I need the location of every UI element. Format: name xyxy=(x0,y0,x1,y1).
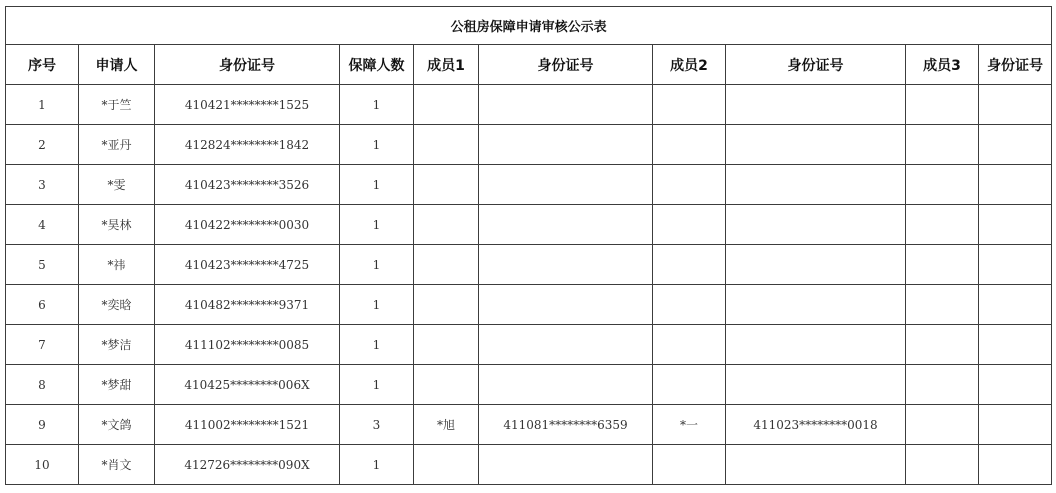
header-cell: 身份证号 xyxy=(479,45,653,85)
table-cell xyxy=(726,325,906,365)
table-cell xyxy=(479,245,653,285)
table-cell: 1 xyxy=(340,85,414,125)
table-cell: 3 xyxy=(6,165,79,205)
table-row xyxy=(6,285,1052,325)
table-cell: 8 xyxy=(6,365,79,405)
table-cell: 1 xyxy=(340,245,414,285)
table-cell xyxy=(979,285,1052,325)
table-cell: *雯 xyxy=(79,165,155,205)
table-cell xyxy=(906,165,979,205)
table-cell: 2 xyxy=(6,125,79,165)
table-cell: 1 xyxy=(340,165,414,205)
table-row xyxy=(6,85,1052,125)
table-cell: 6 xyxy=(6,285,79,325)
table-cell: *亚丹 xyxy=(79,125,155,165)
table-row xyxy=(6,405,1052,445)
table-cell xyxy=(414,365,479,405)
table-row xyxy=(6,125,1052,165)
table-cell: 1 xyxy=(340,285,414,325)
title-row xyxy=(6,7,1052,45)
table-cell: *梦甜 xyxy=(79,365,155,405)
table-row xyxy=(6,245,1052,285)
header-cell: 保障人数 xyxy=(340,45,414,85)
table-cell xyxy=(979,445,1052,485)
table-cell xyxy=(653,325,726,365)
table-cell xyxy=(906,245,979,285)
table-cell: *肖文 xyxy=(79,445,155,485)
table-cell xyxy=(726,125,906,165)
table-row xyxy=(6,365,1052,405)
table-cell: *昊林 xyxy=(79,205,155,245)
header-cell: 申请人 xyxy=(79,45,155,85)
table-cell xyxy=(414,285,479,325)
table-cell xyxy=(906,125,979,165)
table-title: 公租房保障申请审核公示表 xyxy=(6,7,1052,45)
table-cell: 411023********0018 xyxy=(726,405,906,445)
table-cell xyxy=(479,165,653,205)
table-cell xyxy=(653,205,726,245)
table-cell xyxy=(479,85,653,125)
table-cell: *一 xyxy=(653,405,726,445)
table-cell xyxy=(414,445,479,485)
table-cell xyxy=(979,245,1052,285)
table-cell: 1 xyxy=(340,325,414,365)
public-notice-table xyxy=(5,6,1052,485)
table-cell xyxy=(979,405,1052,445)
table-row xyxy=(6,205,1052,245)
table-cell: 410482********9371 xyxy=(155,285,340,325)
table-cell xyxy=(479,285,653,325)
table-cell: *梦洁 xyxy=(79,325,155,365)
table-cell xyxy=(414,85,479,125)
header-cell: 序号 xyxy=(6,45,79,85)
table-cell: 411002********1521 xyxy=(155,405,340,445)
header-cell: 身份证号 xyxy=(155,45,340,85)
table-cell xyxy=(726,85,906,125)
table-cell xyxy=(653,365,726,405)
table-cell: 412824********1842 xyxy=(155,125,340,165)
header-row xyxy=(6,45,1052,85)
header-cell: 身份证号 xyxy=(726,45,906,85)
table-cell: 1 xyxy=(340,365,414,405)
table-cell xyxy=(653,165,726,205)
table-cell xyxy=(906,405,979,445)
table-cell: *文鸽 xyxy=(79,405,155,445)
table-cell: 410421********1525 xyxy=(155,85,340,125)
table-cell xyxy=(653,125,726,165)
table-cell: *旭 xyxy=(414,405,479,445)
table-cell: *于竺 xyxy=(79,85,155,125)
table-cell xyxy=(979,165,1052,205)
table-cell xyxy=(726,205,906,245)
table-cell: 410423********4725 xyxy=(155,245,340,285)
table-cell: 7 xyxy=(6,325,79,365)
table-row xyxy=(6,445,1052,485)
table-cell xyxy=(979,325,1052,365)
table-cell xyxy=(906,445,979,485)
table-cell: 9 xyxy=(6,405,79,445)
table-cell xyxy=(414,125,479,165)
table-row xyxy=(6,165,1052,205)
table-cell: 4 xyxy=(6,205,79,245)
table-cell xyxy=(979,125,1052,165)
table-cell xyxy=(906,205,979,245)
table-cell xyxy=(479,205,653,245)
table-cell xyxy=(653,285,726,325)
table-cell: 1 xyxy=(340,125,414,165)
table-cell xyxy=(726,445,906,485)
table-body xyxy=(6,7,1052,485)
table-cell xyxy=(414,245,479,285)
table-cell: 410423********3526 xyxy=(155,165,340,205)
table-cell xyxy=(479,125,653,165)
table-cell xyxy=(414,165,479,205)
table-cell xyxy=(906,85,979,125)
table-cell: 5 xyxy=(6,245,79,285)
table-row xyxy=(6,325,1052,365)
table-cell xyxy=(414,205,479,245)
header-cell: 成员3 xyxy=(906,45,979,85)
table-cell: *奕晗 xyxy=(79,285,155,325)
table-cell: 1 xyxy=(340,205,414,245)
table-cell: 10 xyxy=(6,445,79,485)
table-cell xyxy=(726,165,906,205)
table-cell: 411081********6359 xyxy=(479,405,653,445)
table-cell xyxy=(653,445,726,485)
table-cell: 1 xyxy=(6,85,79,125)
table-cell xyxy=(653,245,726,285)
table-cell xyxy=(979,365,1052,405)
table-cell xyxy=(726,245,906,285)
table-cell: 412726********090X xyxy=(155,445,340,485)
header-cell: 成员2 xyxy=(653,45,726,85)
table-cell: 410422********0030 xyxy=(155,205,340,245)
header-cell: 身份证号 xyxy=(979,45,1052,85)
table-cell xyxy=(979,85,1052,125)
table-cell: 1 xyxy=(340,445,414,485)
table-cell xyxy=(479,365,653,405)
table-cell: 3 xyxy=(340,405,414,445)
table-cell xyxy=(906,325,979,365)
table-cell xyxy=(479,325,653,365)
table-cell xyxy=(979,205,1052,245)
table-cell: *祎 xyxy=(79,245,155,285)
table-cell xyxy=(414,325,479,365)
table-cell xyxy=(726,285,906,325)
table-cell xyxy=(906,285,979,325)
table-cell: 411102********0085 xyxy=(155,325,340,365)
table-cell xyxy=(653,85,726,125)
table-cell xyxy=(726,365,906,405)
table-cell xyxy=(906,365,979,405)
table-cell xyxy=(479,445,653,485)
table-cell: 410425********006X xyxy=(155,365,340,405)
header-cell: 成员1 xyxy=(414,45,479,85)
